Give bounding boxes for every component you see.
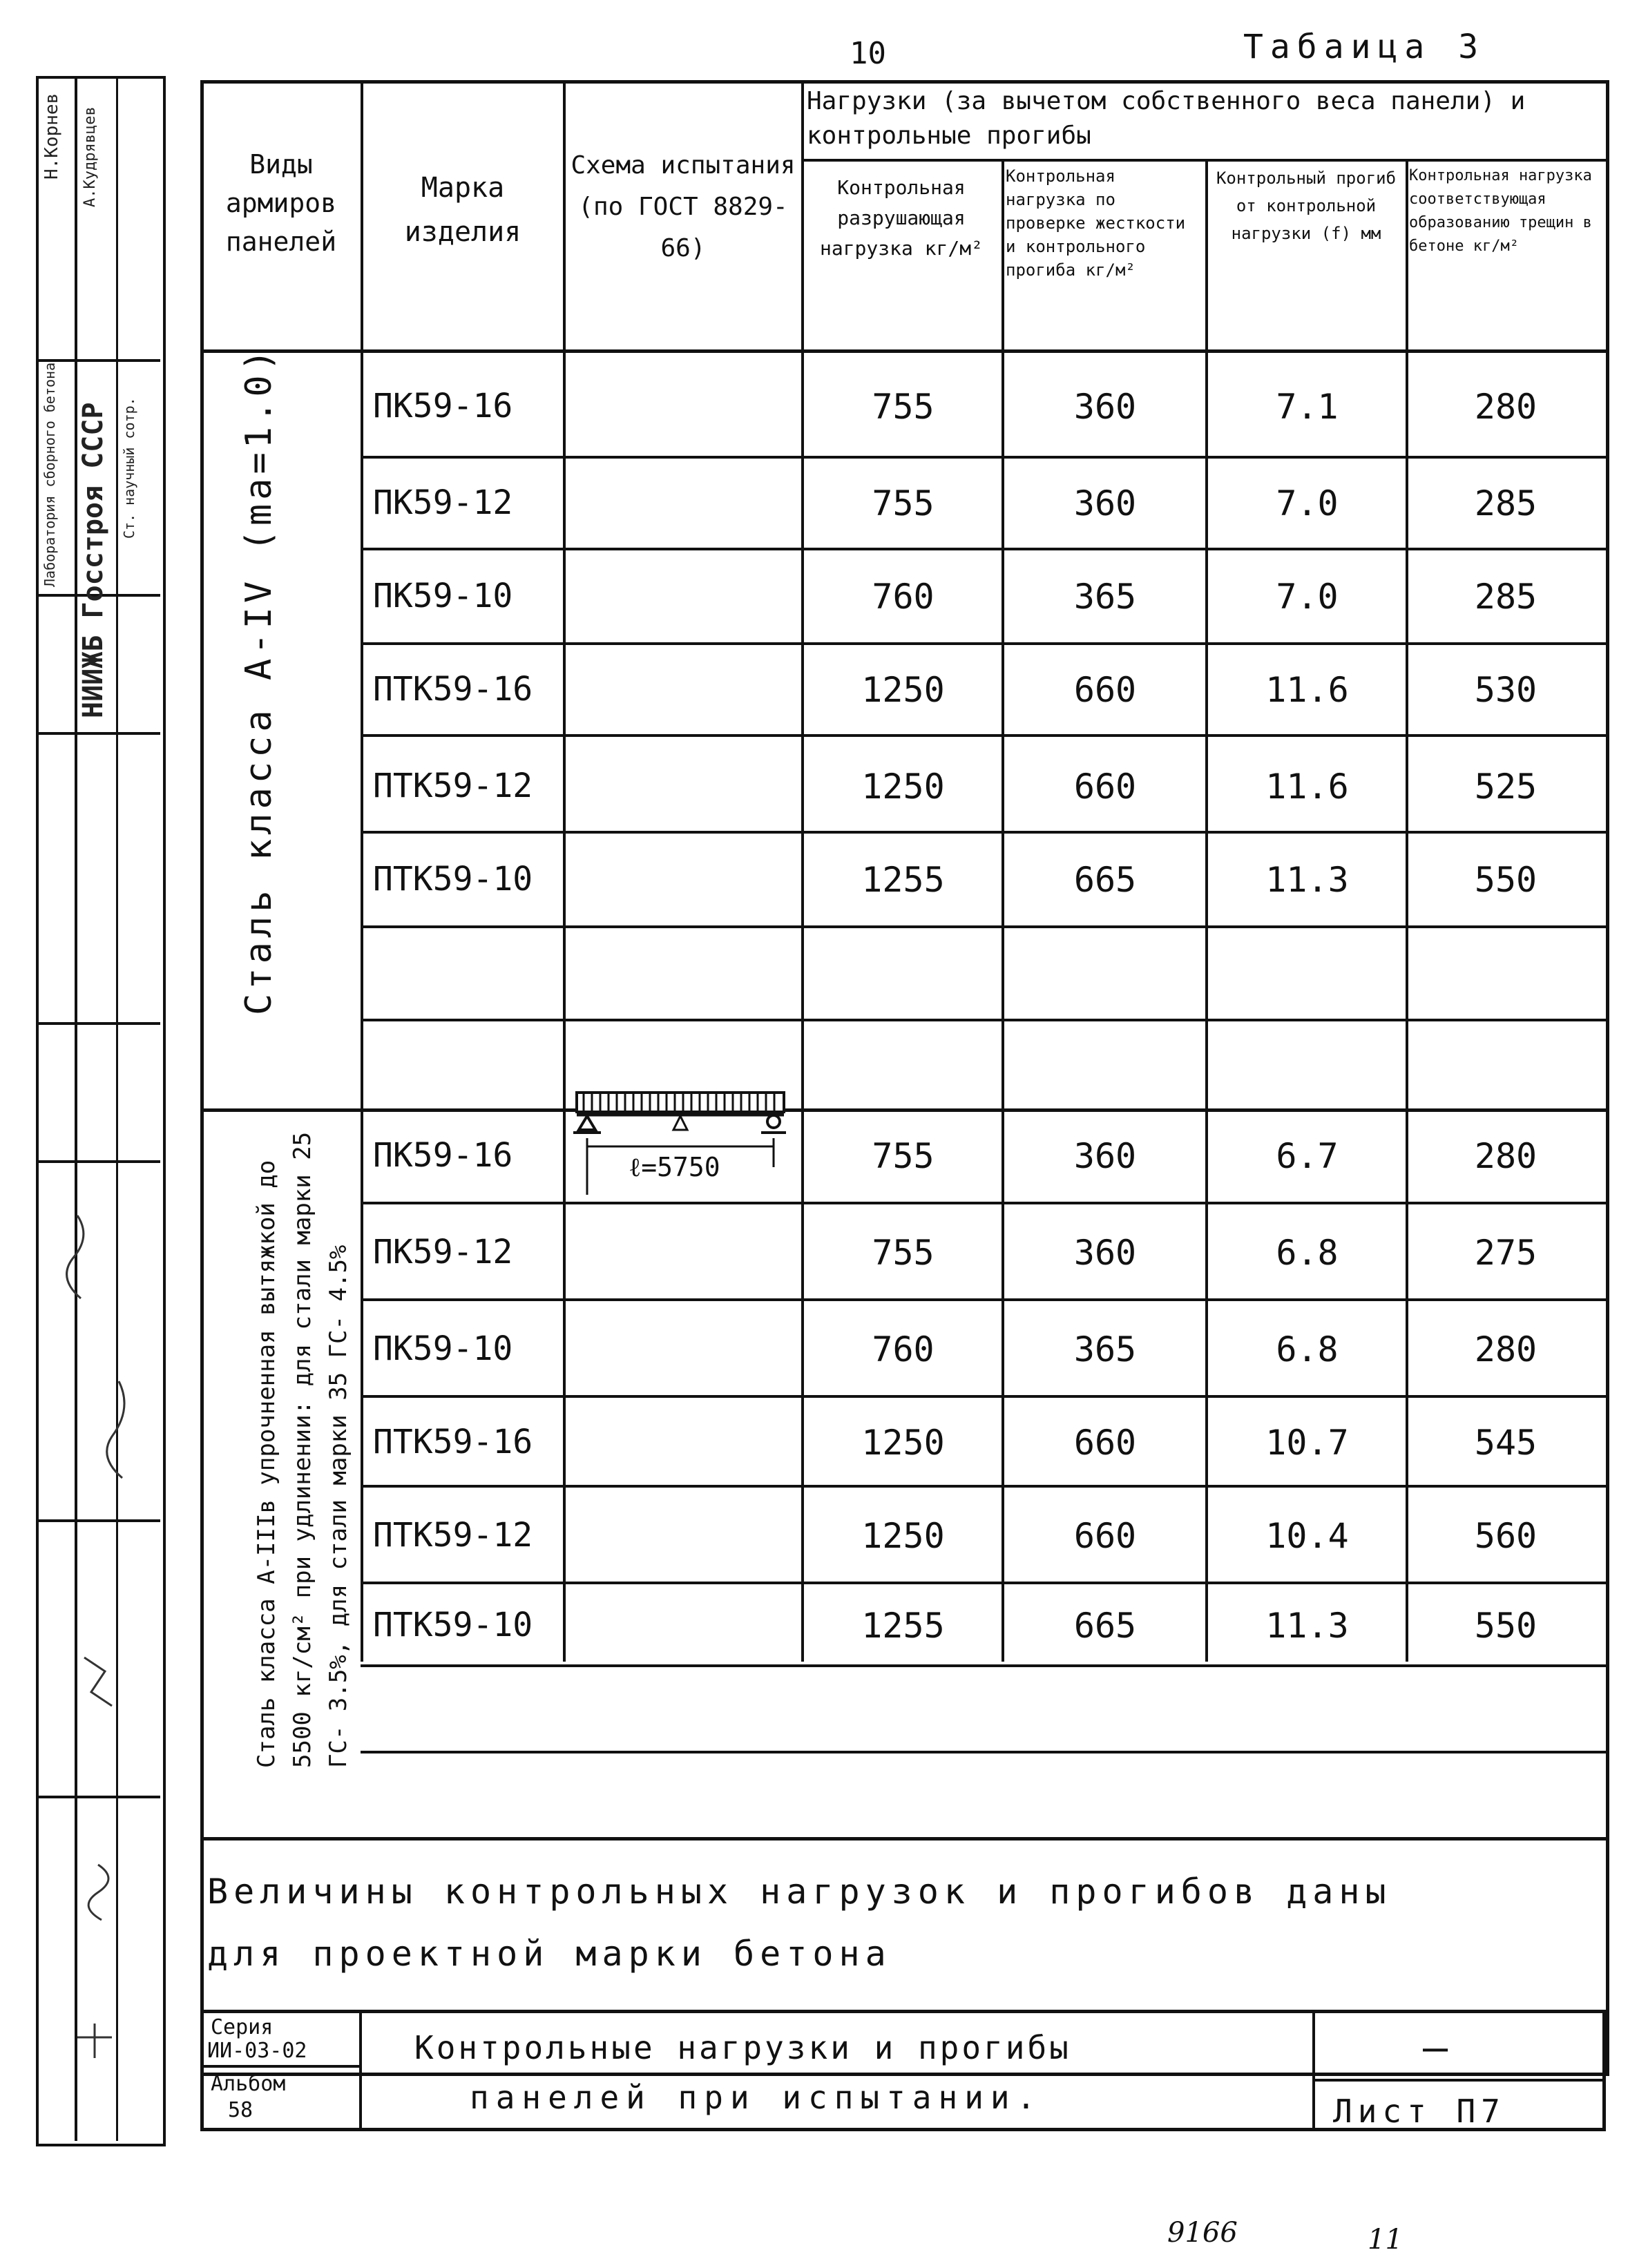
page-number: 10 (850, 36, 886, 71)
row-crack: 525 (1474, 767, 1537, 807)
row-mark: ПТК59-10 (373, 860, 533, 898)
group2-label: Сталь класса A-IIIв упрочненная вытяжкой до 5500 кг/см² при удлинении: для стали марки 25 ГС- 3.5%, для стали марки 35 ГС- 4.5% (253, 1131, 352, 1768)
note-line-2: для проектной марки бетона (207, 1934, 892, 1974)
album-label: Альбом (211, 2072, 286, 2096)
row-stiff: 360 (1073, 483, 1137, 523)
row-break: 755 (872, 483, 935, 523)
row-defl: 6.8 (1276, 1233, 1339, 1273)
row-defl: 10.4 (1265, 1516, 1349, 1556)
row-mark: ПТК59-12 (373, 1516, 533, 1555)
sheet-title-line-2: панелей при испытании. (470, 2079, 1043, 2116)
row-mark: ПК59-16 (373, 1136, 513, 1175)
stamp-position: Ст. научный сотр. (121, 397, 137, 539)
row-break: 1255 (861, 860, 945, 900)
series-label: Серия (211, 2015, 274, 2039)
row-mark: ПТК59-12 (373, 767, 533, 805)
row-defl: 11.6 (1265, 670, 1349, 710)
sheet-dash: — (1423, 2024, 1448, 2072)
row-break: 1255 (861, 1606, 945, 1646)
group1-label: Сталь класса A-IV (ma=1.0) (238, 345, 280, 1015)
row-defl: 10.7 (1265, 1423, 1349, 1463)
row-stiff: 665 (1073, 1606, 1137, 1646)
row-mark: ПТК59-10 (373, 1606, 533, 1644)
row-break: 755 (872, 1136, 935, 1176)
row-break: 755 (872, 1233, 935, 1273)
header-types: Виды армиров панелей (225, 149, 337, 257)
footer-number-1: 9166 (1167, 2217, 1238, 2249)
stamp-name-2: А.Кудрявцев (82, 106, 99, 207)
row-crack: 285 (1474, 577, 1537, 617)
header-defl: Контрольный прогиб от контрольной нагрузки (f) мм (1216, 169, 1397, 243)
sheet-number: Лист П7 (1333, 2093, 1506, 2130)
row-defl: 11.3 (1265, 860, 1349, 900)
row-stiff: 360 (1073, 387, 1137, 427)
row-mark: ПК59-10 (373, 1329, 513, 1368)
row-mark: ПК59-12 (373, 1233, 513, 1271)
row-stiff: 660 (1073, 767, 1137, 807)
header-scheme: Схема испытания (по ГОСТ 8829-66) (571, 151, 796, 262)
stamp-lab: Лаборатория сборного бетона (41, 362, 58, 587)
row-mark: ПК59-12 (373, 483, 513, 522)
header-crack: Контрольная нагрузка соответствующая образованию трещин в бетоне кг/м² (1409, 167, 1592, 255)
header-loads-group: Нагрузки (за вычетом собственного веса панели) и контрольные прогибы (807, 87, 1526, 150)
stamp-name-1: Н.Корнев (41, 93, 62, 180)
row-break: 755 (872, 387, 935, 427)
row-defl: 11.6 (1265, 767, 1349, 807)
stamp-org: НИИЖБ Госстроя СССР (77, 402, 109, 718)
row-defl: 7.0 (1276, 483, 1339, 523)
series-code: ИИ-03-02 (207, 2039, 307, 2063)
row-crack: 550 (1474, 860, 1537, 900)
row-crack: 280 (1474, 1329, 1537, 1370)
row-stiff: 360 (1073, 1136, 1137, 1176)
note-line-1: Величины контрольных нагрузок и прогибов даны (207, 1872, 1392, 1912)
row-mark: ПТК59-16 (373, 670, 533, 709)
row-defl: 6.8 (1276, 1329, 1339, 1370)
row-defl: 6.7 (1276, 1136, 1339, 1176)
footer-number-2: 11 (1368, 2224, 1403, 2256)
row-defl: 7.1 (1276, 387, 1339, 427)
row-crack: 530 (1474, 670, 1537, 710)
row-crack: 560 (1474, 1516, 1537, 1556)
row-stiff: 660 (1073, 1423, 1137, 1463)
row-break: 1250 (861, 670, 945, 710)
row-break: 1250 (861, 767, 945, 807)
row-crack: 280 (1474, 1136, 1537, 1176)
main-table (200, 80, 1609, 2076)
row-defl: 11.3 (1265, 1606, 1349, 1646)
row-stiff: 665 (1073, 860, 1137, 900)
header-break: Контрольная разрушающая нагрузка кг/м² (819, 176, 983, 260)
row-stiff: 660 (1073, 670, 1137, 710)
row-break: 1250 (861, 1423, 945, 1463)
row-crack: 280 (1474, 387, 1537, 427)
album-number: 58 (228, 2098, 253, 2122)
table-label: Табаица 3 (1243, 28, 1486, 66)
row-defl: 7.0 (1276, 577, 1339, 617)
sheet-title-line-1: Контрольные нагрузки и прогибы (414, 2029, 1071, 2066)
row-break: 760 (872, 577, 935, 617)
signature-marks (36, 1174, 160, 2127)
row-stiff: 365 (1073, 1329, 1137, 1370)
row-mark: ПК59-10 (373, 577, 513, 615)
header-stiff: Контрольная нагрузка по проверке жесткости и контрольного прогиба кг/м² (1006, 166, 1186, 280)
row-crack: 545 (1474, 1423, 1537, 1463)
row-stiff: 660 (1073, 1516, 1137, 1556)
header-mark: Марка изделия (404, 172, 521, 248)
row-crack: 550 (1474, 1606, 1537, 1646)
row-stiff: 365 (1073, 577, 1137, 617)
row-stiff: 360 (1073, 1233, 1137, 1273)
scheme-span-label: ℓ=5750 (629, 1152, 720, 1182)
row-break: 1250 (861, 1516, 945, 1556)
row-crack: 275 (1474, 1233, 1537, 1273)
row-break: 760 (872, 1329, 935, 1370)
row-mark: ПТК59-16 (373, 1423, 533, 1461)
row-crack: 285 (1474, 483, 1537, 523)
row-mark: ПК59-16 (373, 387, 513, 425)
